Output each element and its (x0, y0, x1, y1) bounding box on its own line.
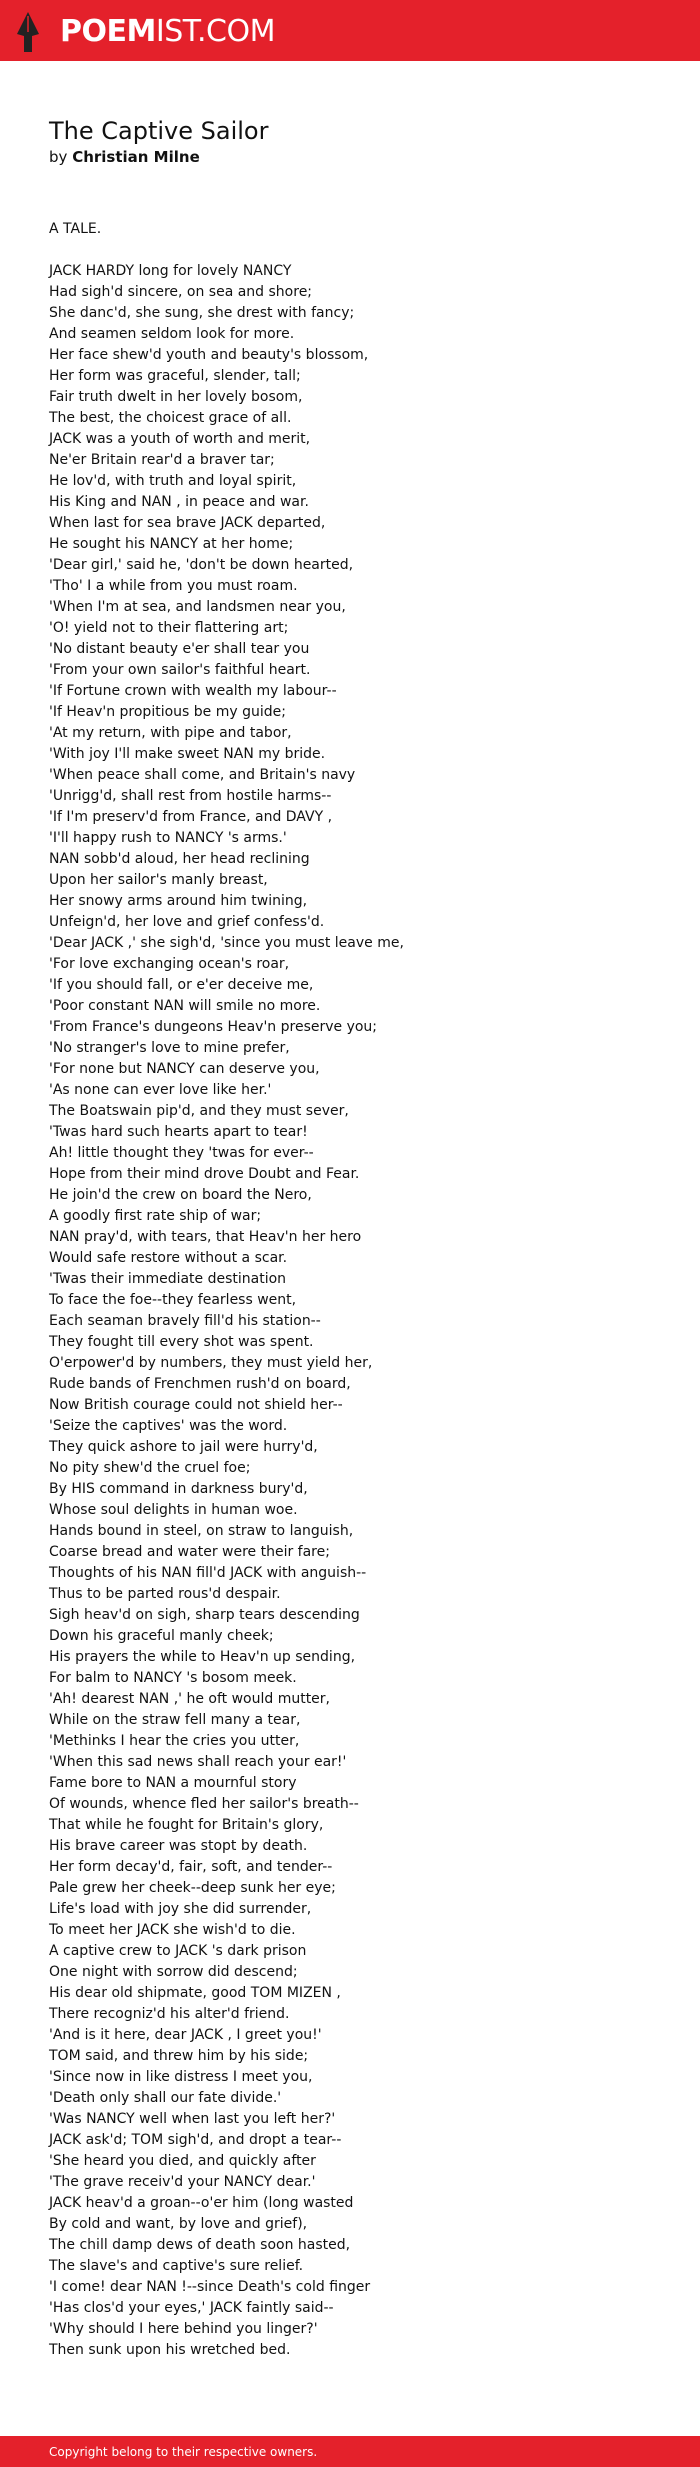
poem-line: His prayers the while to Heav'n up sending, (49, 1649, 356, 1665)
poem-line: 'She heard you died, and quickly after (49, 2153, 316, 2169)
poem-line: 'No stranger's love to mine prefer, (49, 1040, 290, 1056)
poem-line: 'When I'm at sea, and landsmen near you, (49, 599, 346, 615)
poem-line: 'For none but NANCY can deserve you, (49, 1061, 320, 1077)
poem-line: Whose soul delights in human woe. (49, 1502, 298, 1518)
poem-line: 'For love exchanging ocean's roar, (49, 956, 290, 972)
byline-prefix: by (49, 148, 68, 166)
poem-line: Life's load with joy she did surrender, (49, 1901, 312, 1917)
poem-line: NAN pray'd, with tears, that Heav'n her hero (49, 1229, 362, 1245)
poem-title: The Captive Sailor (49, 117, 269, 145)
poem-line: 'If Heav'n propitious be my guide; (49, 704, 286, 720)
poem-line: JACK heav'd a groan--o'er him (long wasted (49, 2195, 354, 2211)
poem-line: The Boatswain pip'd, and they must sever, (49, 1103, 349, 1119)
poem-line: O'erpower'd by numbers, they must yield her, (49, 1355, 373, 1371)
poem-line: 'When peace shall come, and Britain's navy (49, 767, 356, 783)
poem-line: Ah! little thought they 'twas for ever-- (49, 1145, 314, 1161)
poem-line: A goodly first rate ship of war; (49, 1208, 262, 1224)
poem-line: 'At my return, with pipe and tabor, (49, 725, 292, 741)
poem-line: Had sigh'd sincere, on sea and shore; (49, 284, 313, 300)
poem-line: 'Dear JACK ,' she sigh'd, 'since you must leave me, (49, 935, 404, 951)
poem-line: 'Dear girl,' said he, 'don't be down hearted, (49, 557, 354, 573)
poem-line: 'With joy I'll make sweet NAN my bride. (49, 746, 326, 762)
poem-body (49, 219, 669, 2361)
poem-line: Down his graceful manly cheek; (49, 1628, 274, 1644)
poem-line: One night with sorrow did descend; (49, 1964, 298, 1980)
poem-line: Thus to be parted rous'd despair. (49, 1586, 281, 1602)
site-logo-text (60, 13, 275, 51)
poem-line: When last for sea brave JACK departed, (49, 515, 326, 531)
poem-line: 'Why should I here behind you linger?' (49, 2321, 318, 2337)
poem-line: 'Seize the captives' was the word. (49, 1418, 288, 1434)
poem-line: Fame bore to NAN a mournful story (49, 1775, 297, 1791)
poem-line: 'When this sad news shall reach your ear!' (49, 1754, 347, 1770)
poem-line: While on the straw fell many a tear, (49, 1712, 301, 1728)
poem-line: Would safe restore without a scar. (49, 1250, 288, 1266)
poem-line: Thoughts of his NAN fill'd JACK with anguish-- (49, 1565, 367, 1581)
poem-line: Hands bound in steel, on straw to languish, (49, 1523, 354, 1539)
poem-line: She danc'd, she sung, she drest with fancy; (49, 305, 355, 321)
poem-line: For balm to NANCY 's bosom meek. (49, 1670, 297, 1686)
poem-line: 'I'll happy rush to NANCY 's arms.' (49, 830, 287, 846)
poem-line: Coarse bread and water were their fare; (49, 1544, 330, 1560)
footer (0, 2436, 700, 2467)
poem-line: They fought till every shot was spent. (49, 1334, 314, 1350)
poem-line: 'If you should fall, or e'er deceive me, (49, 977, 314, 993)
poem-line: Hope from their mind drove Doubt and Fear. (49, 1166, 360, 1182)
poem-line: 'If Fortune crown with wealth my labour-- (49, 683, 337, 699)
copyright-text: Copyright belong to their respective owners. (49, 2445, 318, 2459)
poem-line: His brave career was stopt by death. (49, 1838, 308, 1854)
poem-line: Sigh heav'd on sigh, sharp tears descending (49, 1607, 360, 1623)
poem-line: 'And is it here, dear JACK , I greet you!' (49, 2027, 322, 2043)
poem-line: The slave's and captive's sure relief. (49, 2258, 304, 2274)
logo-bold-text: POEM (60, 14, 156, 49)
poem-line: Unfeign'd, her love and grief confess'd. (49, 914, 325, 930)
poem-line: To meet her JACK she wish'd to die. (49, 1922, 296, 1938)
poem-line: 'As none can ever love like her.' (49, 1082, 272, 1098)
poem-line: 'If I'm preserv'd from France, and DAVY , (49, 809, 333, 825)
poem-line: 'Poor constant NAN will smile no more. (49, 998, 321, 1014)
stanza-gap (49, 240, 669, 261)
poem-line: 'The grave receiv'd your NANCY dear.' (49, 2174, 316, 2190)
quill-pen-icon (17, 12, 39, 52)
poem-line: The best, the choicest grace of all. (49, 410, 292, 426)
poem-line: He sought his NANCY at her home; (49, 536, 294, 552)
poem-line: 'Ah! dearest NAN ,' he oft would mutter, (49, 1691, 331, 1707)
poem-line: 'Tho' I a while from you must roam. (49, 578, 298, 594)
poem-line: 'Twas their immediate destination (49, 1271, 287, 1287)
poem-line: TOM said, and threw him by his side; (49, 2048, 309, 2064)
poem-line: They quick ashore to jail were hurry'd, (49, 1439, 318, 1455)
poem-line: Now British courage could not shield her-- (49, 1397, 343, 1413)
poem-line: Her form decay'd, fair, soft, and tender-- (49, 1859, 333, 1875)
poem-line: Pale grew her cheek--deep sunk her eye; (49, 1880, 336, 1896)
poem-line: 'O! yield not to their flattering art; (49, 620, 289, 636)
poem-line: Her form was graceful, slender, tall; (49, 368, 301, 384)
poem-line: To face the foe--they fearless went, (49, 1292, 297, 1308)
poem-line: Ne'er Britain rear'd a braver tar; (49, 452, 275, 468)
poem-lines (49, 261, 669, 2361)
poem-line: The chill damp dews of death soon hasted, (49, 2237, 351, 2253)
poem-line: His dear old shipmate, good TOM MIZEN , (49, 1985, 341, 2001)
poem-line: There recogniz'd his alter'd friend. (49, 2006, 290, 2022)
poem-line: JACK HARDY long for lovely NANCY (49, 263, 292, 279)
poem-header (49, 116, 669, 167)
poem-line: He lov'd, with truth and loyal spirit, (49, 473, 297, 489)
poem-line: 'From your own sailor's faithful heart. (49, 662, 311, 678)
byline (49, 147, 669, 167)
poem-line: By HIS command in darkness bury'd, (49, 1481, 308, 1497)
poem-line: Fair truth dwelt in her lovely bosom, (49, 389, 303, 405)
poem-line: 'From France's dungeons Heav'n preserve you; (49, 1019, 378, 1035)
poem-line: 'No distant beauty e'er shall tear you (49, 641, 310, 657)
poem-line: 'Was NANCY well when last you left her?' (49, 2111, 336, 2127)
poem-line: JACK was a youth of worth and merit, (49, 431, 311, 447)
poem-line: Each seaman bravely fill'd his station-- (49, 1313, 321, 1329)
poem-line: JACK ask'd; TOM sigh'd, and dropt a tear-- (49, 2132, 342, 2148)
poem-line: Then sunk upon his wretched bed. (49, 2342, 291, 2358)
poem-line: That while he fought for Britain's glory, (49, 1817, 324, 1833)
poem-line: 'Methinks I hear the cries you utter, (49, 1733, 300, 1749)
site-logo[interactable] (17, 12, 275, 52)
author-link[interactable]: Christian Milne (72, 148, 200, 166)
poem-line: 'Since now in like distress I meet you, (49, 2069, 313, 2085)
top-bar (0, 0, 700, 61)
poem-line: Of wounds, whence fled her sailor's breath-- (49, 1796, 359, 1812)
poem-line: Her face shew'd youth and beauty's blossom, (49, 347, 369, 363)
poem-line: NAN sobb'd aloud, her head reclining (49, 851, 310, 867)
poem-line: 'I come! dear NAN !--since Death's cold finger (49, 2279, 371, 2295)
poem-line: Her snowy arms around him twining, (49, 893, 308, 909)
poem-line: By cold and want, by love and grief), (49, 2216, 308, 2232)
poem-line: 'Unrigg'd, shall rest from hostile harms-- (49, 788, 332, 804)
poem-subtitle: A TALE. (49, 221, 102, 237)
poem-line: And seamen seldom look for more. (49, 326, 295, 342)
poem-line: His King and NAN , in peace and war. (49, 494, 309, 510)
poem-line: 'Death only shall our fate divide.' (49, 2090, 282, 2106)
poem-line: No pity shew'd the cruel foe; (49, 1460, 251, 1476)
logo-light-text: IST.COM (155, 14, 275, 49)
poem-line: Rude bands of Frenchmen rush'd on board, (49, 1376, 351, 1392)
poem-line: Upon her sailor's manly breast, (49, 872, 268, 888)
poem-line: A captive crew to JACK 's dark prison (49, 1943, 307, 1959)
poem-line: 'Twas hard such hearts apart to tear! (49, 1124, 308, 1140)
poem-line: He join'd the crew on board the Nero, (49, 1187, 312, 1203)
poem-line: 'Has clos'd your eyes,' JACK faintly said-- (49, 2300, 334, 2316)
